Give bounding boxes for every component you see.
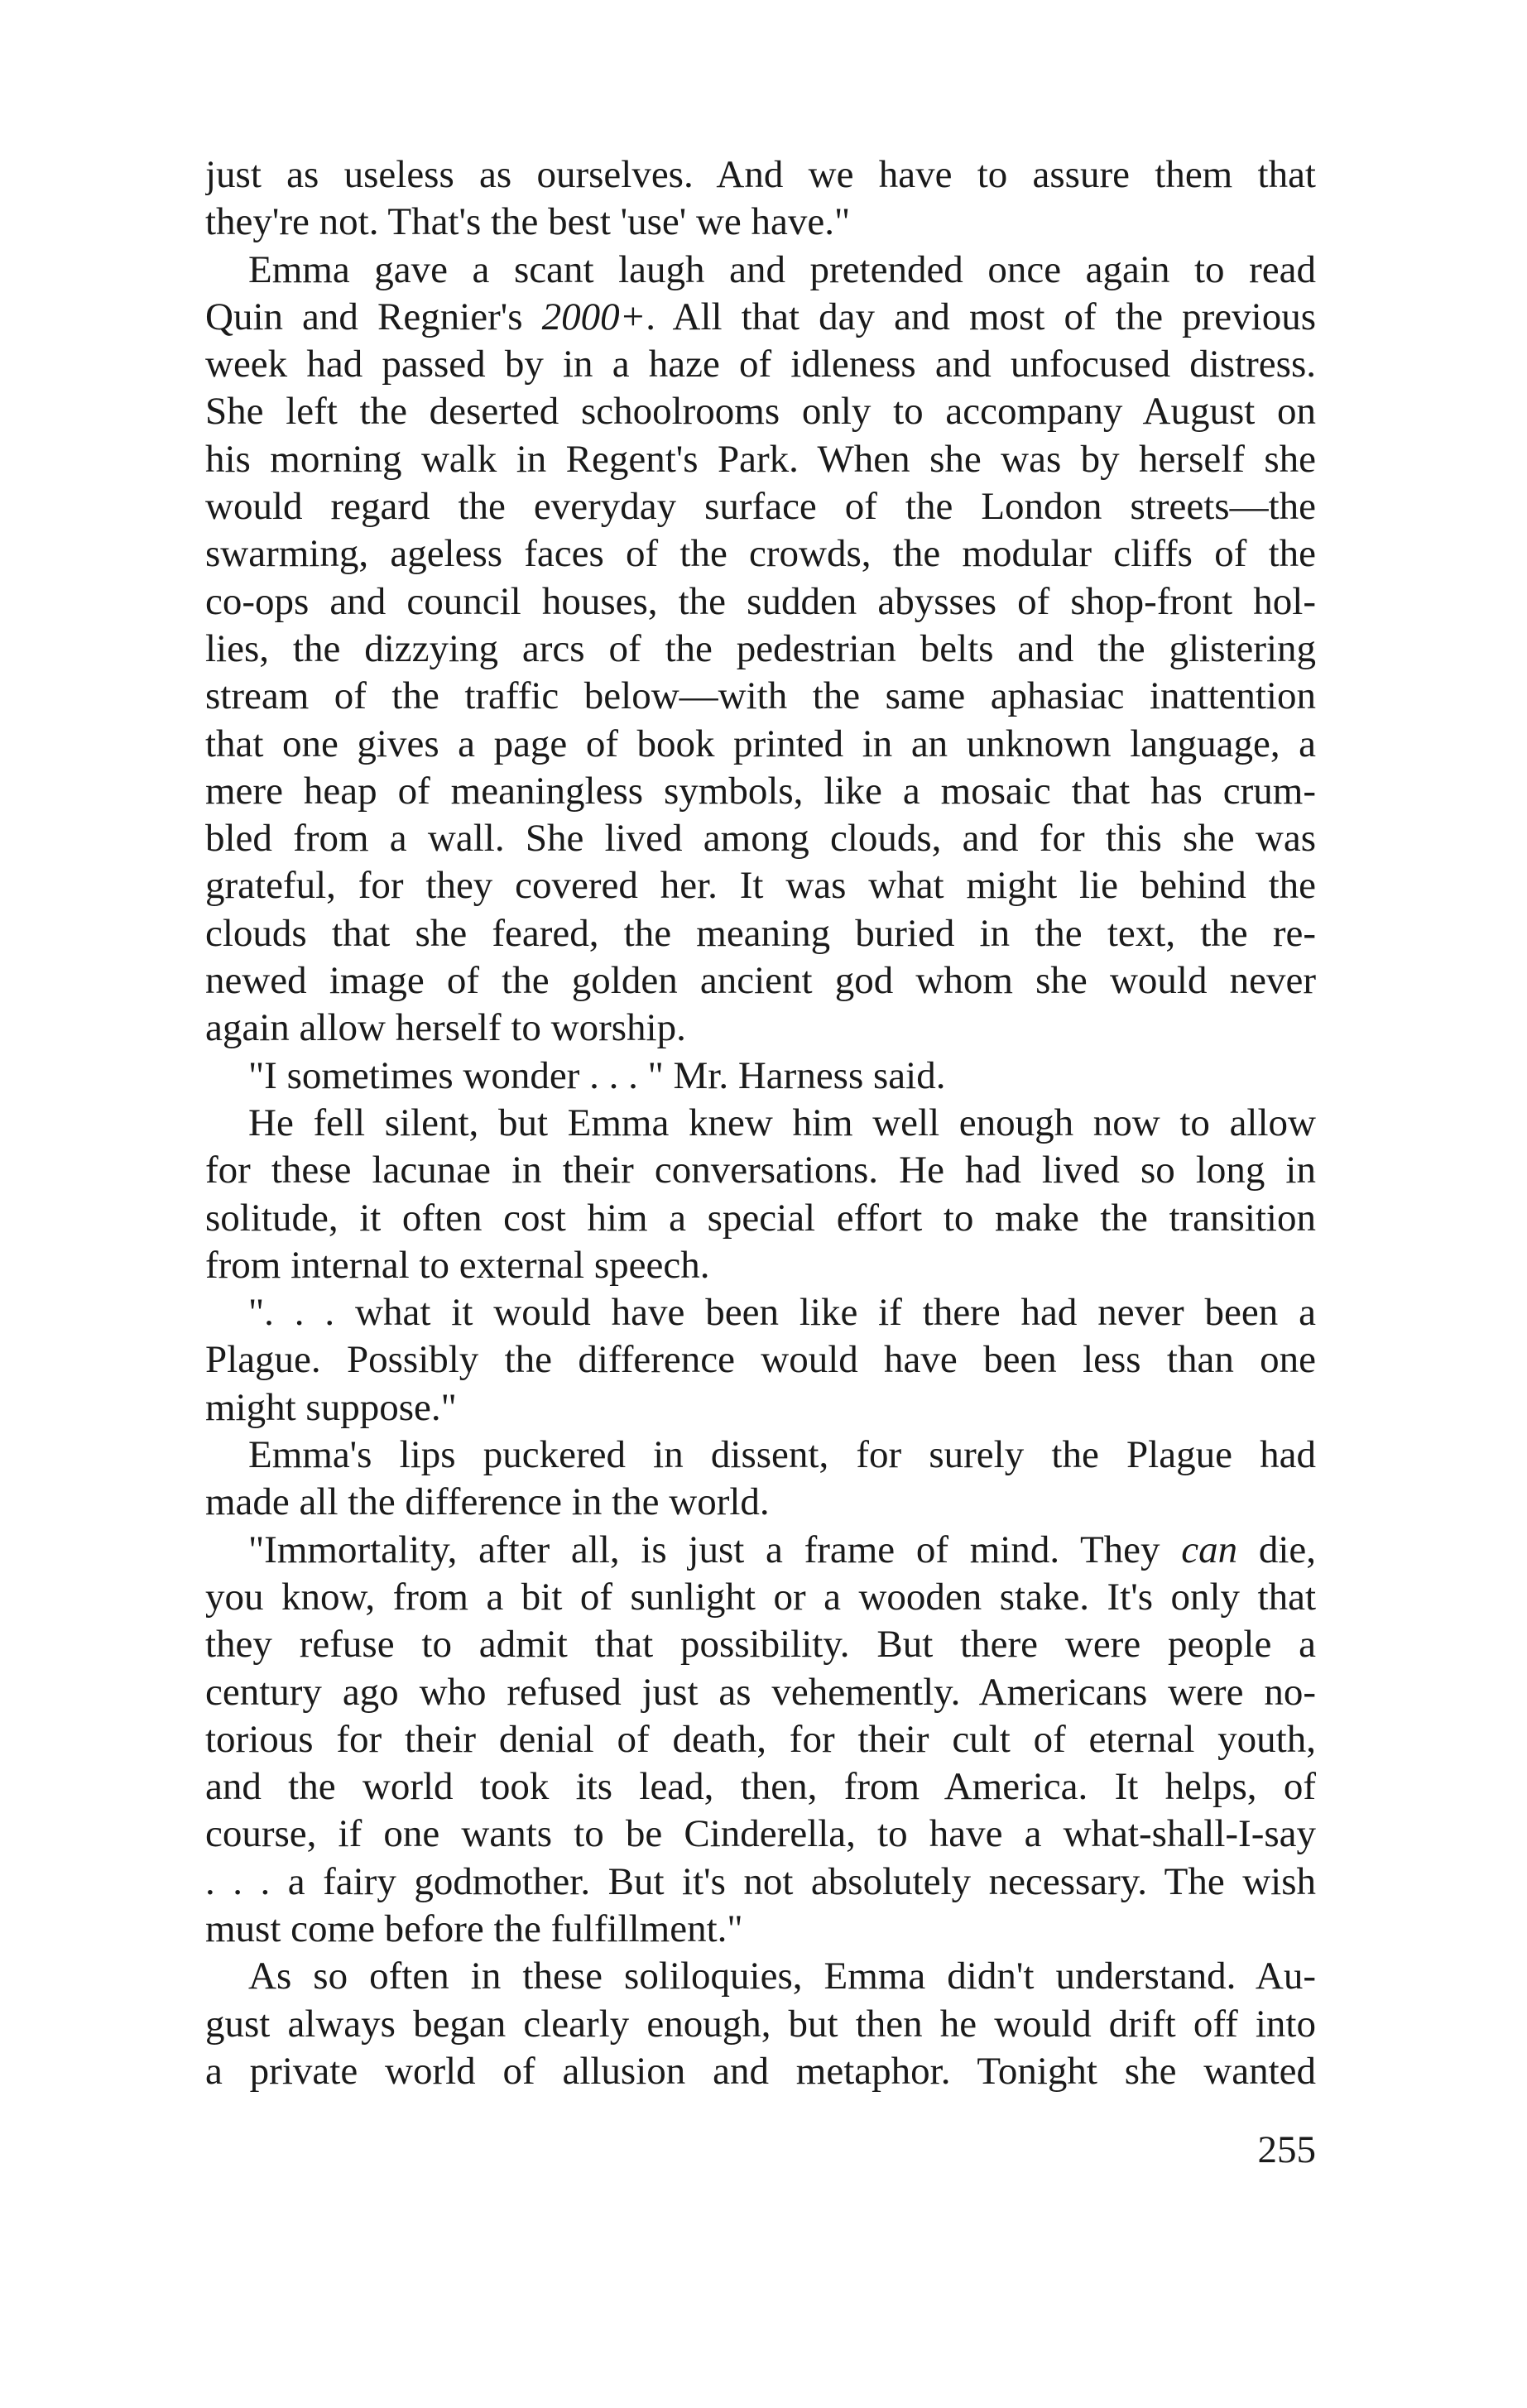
text-line: Quin and Regnier's 2000+. All that day and most of the previous <box>205 295 1316 338</box>
text-line: mere heap of meaningless symbols, like a mosaic that has crum- <box>205 769 1316 813</box>
text-line: solitude, it often cost him a special effort to make the transition <box>205 1196 1316 1240</box>
text-line: swarming, ageless faces of the crowds, the modular cliffs of the <box>205 532 1316 576</box>
text-line: must come before the fulfillment." <box>205 1907 743 1950</box>
text-line: just as useless as ourselves. And we have to assure them that <box>205 153 1316 196</box>
page-number: 255 <box>1257 2128 1316 2171</box>
text-line: lies, the dizzying arcs of the pedestrian belts and the glistering <box>205 626 1316 670</box>
text-line: century ago who refused just as vehemently. Americans were no- <box>205 1670 1316 1714</box>
text-line: from internal to external speech. <box>205 1243 710 1287</box>
text-line: and the world took its lead, then, from America. It helps, of <box>205 1765 1316 1809</box>
text-line: grateful, for they covered her. It was what might lie behind the <box>205 864 1316 908</box>
text-line: his morning walk in Regent's Park. When she was by herself she <box>205 437 1316 481</box>
text-line: "Immortality, after all, is just a frame of mind. They can die, <box>248 1528 1316 1571</box>
text-line: He fell silent, but Emma knew him well enough now to allow <box>248 1101 1316 1144</box>
body-text <box>205 151 1316 2095</box>
text-line: a private world of allusion and metaphor. Tonight she wanted <box>205 2049 1316 2093</box>
text-line: again allow herself to worship. <box>205 1006 686 1050</box>
text-line: that one gives a page of book printed in an unknown language, a <box>205 722 1316 765</box>
text-line: bled from a wall. She lived among clouds, and for this she was <box>205 817 1316 861</box>
text-line: co-ops and council houses, the sudden abysses of shop-front hol- <box>205 579 1316 623</box>
text-line: Plague. Possibly the difference would have been less than one <box>205 1338 1316 1382</box>
text-line: for these lacunae in their conversations. He had lived so long in <box>205 1149 1316 1192</box>
text-line: Emma's lips puckered in dissent, for surely the Plague had <box>248 1433 1316 1477</box>
text-line: torious for their denial of death, for their cult of eternal youth, <box>205 1717 1316 1761</box>
text-line: clouds that she feared, the meaning buried in the text, the re- <box>205 911 1316 955</box>
text-line: She left the deserted schoolrooms only to accompany August on <box>205 390 1316 434</box>
text-line: stream of the traffic below—with the same aphasiac inattention <box>205 674 1316 718</box>
text-line: you know, from a bit of sunlight or a wooden stake. It's only that <box>205 1575 1316 1619</box>
text-line: ". . . what it would have been like if there had never been a <box>248 1291 1316 1335</box>
text-line: "I sometimes wonder . . . " Mr. Harness said. <box>248 1053 946 1097</box>
text-line: course, if one wants to be Cinderella, to have a what-shall-I-say <box>205 1812 1316 1856</box>
text-line: might suppose." <box>205 1385 457 1429</box>
text-line: gust always began clearly enough, but then he would drift off into <box>205 2002 1316 2046</box>
text-line: newed image of the golden ancient god whom she would never <box>205 959 1316 1003</box>
text-line: would regard the everyday surface of the London streets—the <box>205 485 1316 529</box>
text-line: they refuse to admit that possibility. But there were people a <box>205 1623 1316 1667</box>
text-line: . . . a fairy godmother. But it's not absolutely necessary. The wish <box>205 1859 1316 1903</box>
text-line: As so often in these soliloquies, Emma didn't understand. Au- <box>248 1955 1316 1998</box>
text-line: Emma gave a scant laugh and pretended once again to read <box>248 247 1316 291</box>
text-line: week had passed by in a haze of idleness and unfocused distress. <box>205 343 1316 386</box>
text-line: they're not. That's the best 'use' we have." <box>205 200 851 244</box>
text-line: made all the difference in the world. <box>205 1480 770 1524</box>
